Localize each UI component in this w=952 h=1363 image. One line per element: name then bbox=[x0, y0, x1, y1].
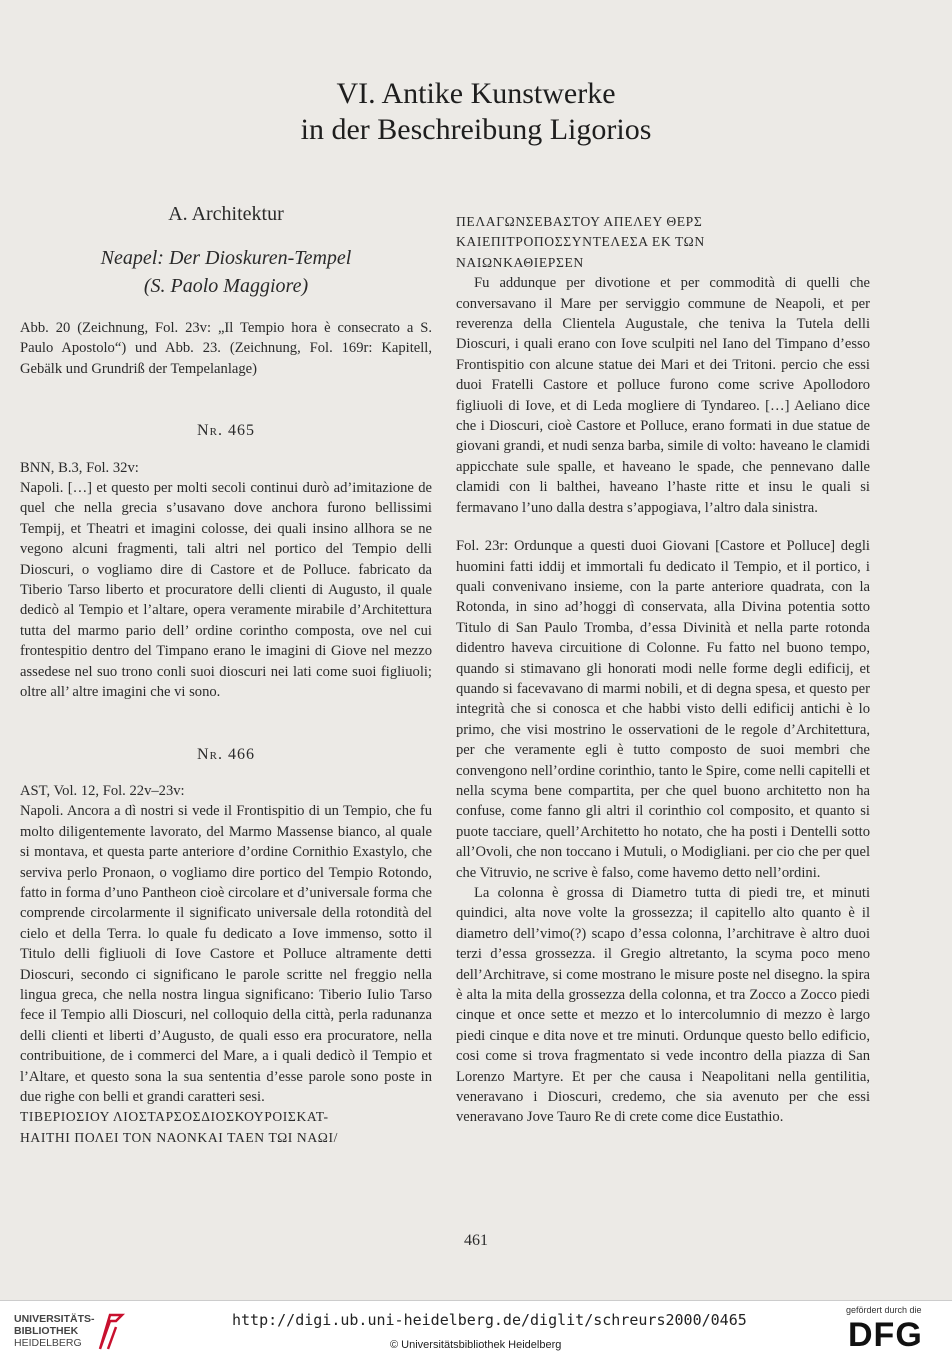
source-466: AST, Vol. 12, Fol. 22v–23v: bbox=[20, 782, 185, 799]
logo-line2: BIBLIOTHEK bbox=[14, 1325, 79, 1337]
paragraph-1: Fu addunque per divotione et per commodità di quelli che conversavano il Mare per serviggio commune de Neapoli, et per reverenza della Clientela Augustale, che teniva la Tutela delli Dioscuri, i quali erano con Iove sculpiti nel Iano del Timpano d’esso Frontispitio con alcune statue dei Mari et dei Tritoni. percio che essi duoi Fratelli Castore et polluce furono come scrive Apollodoro figliuoli di Iove, et di Leda mogliere di Tyndareo. […] Aeliano dice che i Dioscuri, cioè Castore et Polluce, erano formati in due statue de giovani grandi, et nudi senza barba, simile di volto: haveano le clamidi appicchate sule spalle, et haveano le spade, che pennevano dalle clamidi con li balthei, haveano l’haste ritte et insu le quali si fermavano l’uno dalla destra s’appogiava, l’altro dala sinistra. bbox=[456, 275, 870, 516]
copyright-notice: © Universitätsbibliothek Heidelberg bbox=[390, 1339, 562, 1351]
subtitle-line1: Neapel: Der Dioskuren-Tempel bbox=[100, 247, 352, 269]
funding-label: gefördert durch die bbox=[846, 1305, 922, 1315]
paragraph-3: La colonna è grossa di Diametro tutta di piedi tre, et minuti quindici, alta nove volte la grossezza; il capitello alto quanto è il diametro dell’vimo(?) scapo d’essa colonna, l’architrave è altro duoi terzi d’essa grossezza. il Gregio altretanto, la scyma poco meno dell’Architrave, si come mostrano le misure poste nel disegno. la spira è alta la mita della grossezza della colonna, et tra Zocco a Zocco piedi cinque et once sette et mezzo et lo intercolumnio di mezzo è largo piedi cinque e dita nove et tre minuti. Ordunque questo bello edificio, cosi come si trova fragmentato si vede incontro della piazza di San Lorenzo Martyre. Et per che causa i Neapolitani nella gentilitia, veneravano i Dioscuri, credemo, che sia avenuto per che essi veneravano Jove Tauro Re di crete come dice Eustathio. bbox=[456, 885, 870, 1126]
library-logo-icon bbox=[96, 1309, 126, 1353]
permalink-url[interactable]: http://digi.ub.uni-heidelberg.de/diglit/schreurs2000/0465 bbox=[232, 1311, 747, 1329]
source-465: BNN, B.3, Fol. 32v: bbox=[20, 459, 139, 476]
entry-number-465: Nr. 465 bbox=[197, 422, 255, 440]
right-column bbox=[456, 212, 870, 1128]
figure-reference: Abb. 20 (Zeichnung, Fol. 23v: „Il Tempio hora è consecrato a S. Paulo Apostolo“) und Abb. 23. (Zeichnung, Fol. 169r: Kapitell, Gebälk und Grundriß der Tempelanlage) bbox=[20, 320, 432, 377]
dfg-logo[interactable]: DFG bbox=[848, 1316, 923, 1354]
chapter-title-line2: in der Beschreibung Ligorios bbox=[300, 113, 652, 146]
chapter-title-line1: VI. Antike Kunstwerke bbox=[336, 77, 616, 110]
greek-inscription-line2: ΗΑΙΤΗΙ ΠΟΛΕΙ ΤΟΝ ΝΑΟΝΚΑΙ ΤΑΕΝ ΤΩΙ ΝΑΩΙ/ bbox=[20, 1129, 338, 1145]
entry-text-466: Napoli. Ancora a dì nostri si vede il Frontispitio di un Tempio, che fu molto diligentemente lavorato, del Marmo Massense bianco, al quale si montava, et questa parte anteriore d’ordine Cornithio Exastylo, che serviva perlo Pronaon, o vogliamo dire portico del Tempio Rotondo, fatto in forma d’uno Pantheon cioè circolare et d’universale forma che comprende circolarmente il significato universale della rotondità del cielo et della Terra. lo quale fu dedicato a Iove immenso, sotto il Titulo delli figliuoli di Iove Castore et Polluce altramente detti Dioscuri, secondo ci significano le parole scritte nel freggio nella lingua greca, che nella nostra lingua significano: Tiberio Iulio Tarso fece il Tempio alli Dioscuri, nel colloquio della città, perla radunanza delli clienti et liberti d’Augusto, de quali esso era procuratore, nella contribuitione, de i commerci del Mare, a i quali dedicò il Tempio et l’Altare, et questo sona la sua sententia d’esse parole sono poste in due righe con belli et grandi caratteri sesi. bbox=[20, 803, 432, 1105]
logo-line1: UNIVERSITÄTS- bbox=[14, 1313, 95, 1325]
greek-inscription-line3: ΠΕΛΑΓΩΝΣΕΒΑΣΤΟΥ ΑΠΕΛΕΥ ΘΕΡΣ bbox=[456, 214, 703, 229]
subtitle-line2: (S. Paolo Maggiore) bbox=[143, 275, 309, 297]
viewer-footer bbox=[0, 1300, 952, 1363]
page-number: 461 bbox=[464, 1232, 488, 1249]
entry-number-466: Nr. 466 bbox=[197, 745, 255, 763]
left-column bbox=[20, 200, 432, 1148]
greek-inscription-line5: ΝΑΙΩΝΚΑΘΙΕΡΣΕΝ bbox=[456, 254, 584, 270]
logo-line3: HEIDELBERG bbox=[14, 1337, 82, 1349]
paragraph-2: Fol. 23r: Ordunque a questi duoi Giovani [Castore et Polluce] degli huomini fatti iddij et immortali fu dedicato il Tempio, et il portico, i quali convenivano insieme, con la parte anteriore quadrata, con la Rotonda, in sino ad’hoggi dì conservata, alla Divina potentia sotto Titulo di San Paulo Tromba, d’essa Divinità et nella parte rotonda didentro haveva circuitione di Colonne. Fu fatto nel buono tempo, quando si stimavano gli honorati modi nelle forme degli edificij, et quando si facevavano di marmi nobili, et di degna spesa, et questo per integrità che si conosca et che habbi visto delli edificij antichi è lo primo, che visi mostrino le osservationi de le regole d’Architettura, per che veramente egli è tutto composto de suoi membri che convengono nell’ordine corinthio, tanto le Spire, come nelli capitelli et nella scyma bene compartita, per che quel buono architetto non ha confuse, come fanno gli altri il corinthio col composito, et quanto si puote tacciare, quell’Architetto ho notato, che ha posti i Dentelli sotto all’Ovoli, che non toccano i Mutuli, o Modigliani. per cio che per quel che Vitruvio, ne scrive è falso, come havemo detto nell’ordini. bbox=[456, 538, 870, 881]
greek-inscription-line1: ΤΙΒΕΡΙΟΣΙΟΥ ΛΙΟΣΤΑΡΣΟΣΔΙΟΣΚΟΥΡΟΙΣΚΑΤ- bbox=[20, 1109, 329, 1125]
chapter-title bbox=[0, 76, 952, 148]
section-heading: A. Architektur bbox=[168, 203, 284, 225]
library-logo[interactable] bbox=[14, 1313, 95, 1349]
greek-inscription-line4: ΚΑΙΕΠΙΤΡΟΠΟΣΣΥΝΤΕΛΕΣΑ ΕΚ ΤΩΝ bbox=[456, 234, 705, 250]
entry-text-465: Napoli. […] et questo per molti secoli continui durò ad’imitazione de quel che nella grecia s’usavano dove anchora furono bellissimi Tempij, et Theatri et imagini colosse, dei quali insino allhora se ne vegono alcuni fragmenti, tali altri nel portico del Tempio delli Dioscuri, o vogliamo dire di Castore et de Polluce. fabricato da Tiberio Tarso liberto et procuratore delli clienti di Augusto, il quale dedicò al Tempio et l’altare, opera veramente mirabile d’Architettura tutta del marmo pario dell’ ordine corintho composta, ove nel cui frontespitio dentro del Timpano erano le imagini di Giove nel mezzo assedese nel suo trono conli suoi dioscuri nei lati come suoi figliuoli; oltre all’ altre imagini che vi sono. bbox=[20, 480, 432, 701]
